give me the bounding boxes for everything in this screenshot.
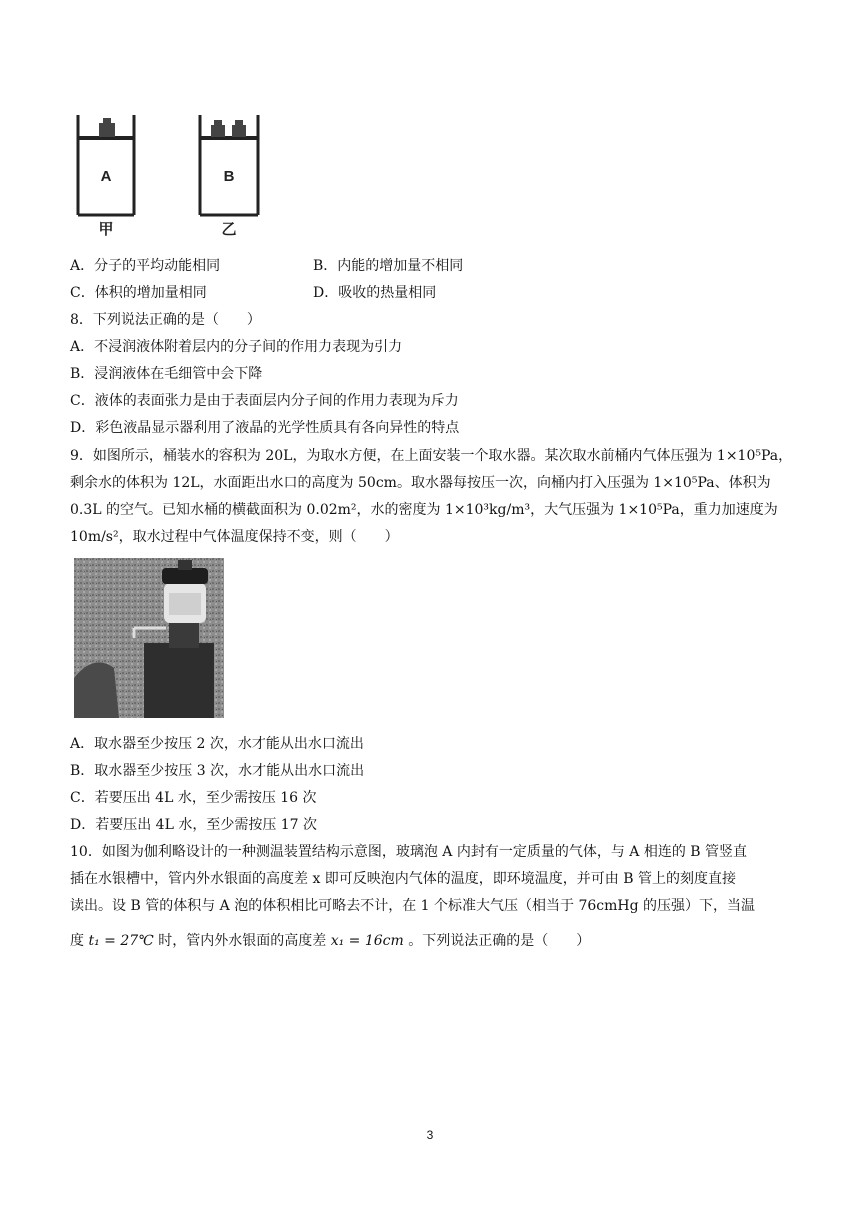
q8-option-c: C．液体的表面张力是由于表面层内分子间的作用力表现为斥力 xyxy=(70,393,459,409)
q9-stem-line-4: 10m/s²，取水过程中气体温度保持不变，则（ ） xyxy=(70,529,399,545)
q10-line-4 xyxy=(70,931,590,951)
cylinder-a-label: A xyxy=(100,168,112,185)
weight-b2 xyxy=(232,125,246,137)
q9-option-b: B．取水器至少按压 3 次，水才能从出水口流出 xyxy=(70,763,365,779)
q9-stem-line-2: 剩余水的体积为 12L，水面距出水口的高度为 50cm。取水器每按压一次，向桶内打入压强为 1×10⁵Pa、体积为 xyxy=(70,475,771,491)
page-number: 3 xyxy=(426,1128,434,1142)
q10-line-4-prefix: 度 xyxy=(70,933,89,949)
q8-option-b: B．浸润液体在毛细管中会下降 xyxy=(70,366,263,382)
q10-line-4-suffix: 。下列说法正确的是（ ） xyxy=(403,933,591,949)
x1-formula: x₁ = 16cm xyxy=(330,933,404,949)
cylinder-b-label: B xyxy=(223,168,235,185)
q10-line-1: 10．如图为伽利略设计的一种测温装置结构示意图，玻璃泡 A 内封有一定质量的气体，与 A 相连的 B 管竖直 xyxy=(70,844,748,860)
q10-line-2: 插在水银槽中，管内外水银面的高度差 x 即可反映泡内气体的温度，即环境温度，并可由 B 管上的刻度直接 xyxy=(70,871,736,887)
t1-formula: t₁ = 27℃ xyxy=(88,933,154,949)
q7-option-b: B．内能的增加量不相同 xyxy=(313,258,464,274)
caption-jia: 甲 xyxy=(98,220,114,238)
q10-line-4-middle: 时，管内外水银面的高度差 xyxy=(153,933,331,949)
q8-option-a: A．不浸润液体附着层内的分子间的作用力表现为引力 xyxy=(70,339,403,355)
q9-option-a: A．取水器至少按压 2 次，水才能从出水口流出 xyxy=(70,736,364,752)
cylinder-diagram xyxy=(70,100,270,240)
q7-option-c: C．体积的增加量相同 xyxy=(70,285,207,301)
q9-option-c: C．若要压出 4L 水，至少需按压 16 次 xyxy=(70,790,317,806)
weight-a xyxy=(99,123,115,137)
q8-stem: 8．下列说法正确的是（ ） xyxy=(70,312,261,328)
q9-option-d: D．若要压出 4L 水，至少需按压 17 次 xyxy=(70,817,318,833)
cylinder-b xyxy=(200,115,258,215)
q7-option-d: D．吸收的热量相同 xyxy=(313,285,437,301)
water-dispenser-image xyxy=(74,558,224,718)
weight-b1 xyxy=(211,125,225,137)
q9-stem-line-1: 9．如图所示，桶装水的容积为 20L，为取水方便，在上面安装一个取水器。某次取水前桶内气体压强为 1×10⁵Pa， xyxy=(70,448,793,464)
q8-option-d: D．彩色液晶显示器利用了液晶的光学性质具有各向异性的特点 xyxy=(70,420,460,436)
q7-option-a: A．分子的平均动能相同 xyxy=(70,258,221,274)
cylinder-figure xyxy=(70,100,270,240)
q9-stem-line-3: 0.3L 的空气。已知水桶的横截面积为 0.02m²，水的密度为 1×10³kg/m³，大气压强为 1×10⁵Pa，重力加速度为 xyxy=(70,502,778,518)
water-dispenser-photo xyxy=(74,558,224,718)
q10-line-3: 读出。设 B 管的体积与 A 泡的体积相比可略去不计，在 1 个标准大气压（相当于 76cmHg 的压强）下，当温 xyxy=(70,898,756,914)
caption-yi: 乙 xyxy=(221,220,237,238)
